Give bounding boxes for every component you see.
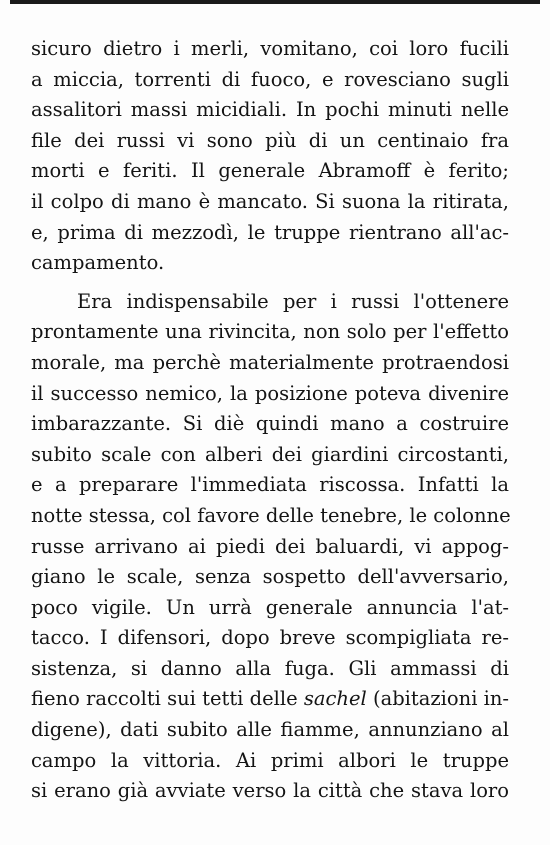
text-line: digene), dati subito alle fiamme, annunziano al [31, 718, 509, 742]
text-segment: (abitazioni in- [372, 687, 510, 711]
text-line: il colpo di mano è mancato. Si suona la ritirata, [31, 189, 509, 213]
text-line: subito scale con alberi dei giardini circostanti, [31, 442, 509, 466]
text-line: giano le scale, senza sospetto dell'avversario, [31, 565, 509, 589]
text-line: russe arrivano ai piedi dei baluardi, vi appog- [31, 534, 509, 558]
body-text [31, 34, 509, 807]
text-line: sicuro dietro i merli, vomitano, coi loro fucili [31, 37, 509, 60]
text-line: assalitori massi micidiali. In pochi minuti nelle [31, 98, 509, 122]
text-line: si erano già avviate verso la città che stava loro [31, 779, 509, 803]
text-line: morale, ma perchè materialmente protraendosi [31, 350, 509, 374]
text-line: sistenza, si danno alla fuga. Gli ammassi di [31, 656, 509, 680]
text-line: file dei russi vi sono più di un centinaio fra [31, 128, 509, 152]
text-line: campo la vittoria. Ai primi albori le truppe [31, 748, 509, 772]
text-line-with-italic [31, 684, 509, 715]
text-line: a miccia, torrenti di fuoco, e rovesciano sugli [31, 67, 509, 91]
italic-term: sachel [303, 687, 367, 711]
text-segment: fieno raccolti sui tetti delle [31, 687, 298, 711]
text-line: campamento. [31, 251, 165, 275]
text-line: imbarazzante. Si diè quindi mano a costruire [31, 412, 509, 436]
text-line: il successo nemico, la posizione poteva divenire [31, 381, 509, 405]
text-line: e, prima di mezzodì, le truppe rientrano all'ac- [31, 220, 509, 244]
text-line: prontamente una rivincita, non solo per l'effetto [31, 320, 509, 344]
text-line: Era indispensabile per i russi l'ottenere [77, 289, 509, 313]
text-line: tacco. I difensori, dopo breve scompigliata re- [31, 626, 509, 650]
text-line: notte stessa, col favore delle tenebre, le colonne [31, 503, 511, 527]
text-line: e a preparare l'immediata riscossa. Infatti la [31, 473, 509, 497]
top-rule-divider [10, 0, 540, 4]
paragraph-gap [31, 279, 509, 287]
text-line: morti e feriti. Il generale Abramoff è ferito; [31, 159, 509, 183]
text-line: poco vigile. Un urrà generale annuncia l'at- [31, 595, 509, 619]
